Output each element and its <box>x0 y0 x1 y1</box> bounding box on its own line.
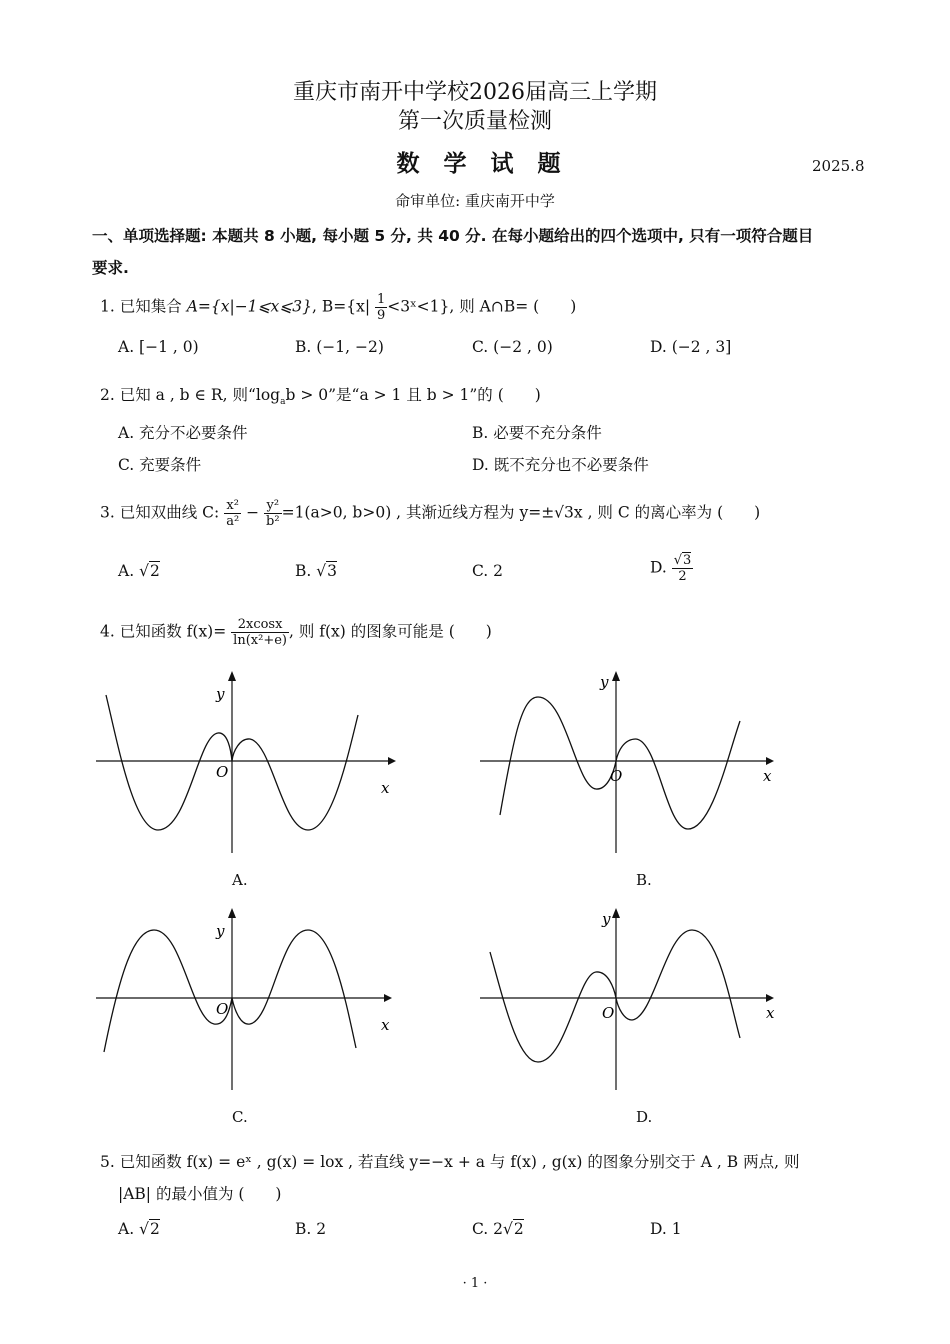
q2-text: 已知 a , b ∈ R, 则“log <box>119 386 281 404</box>
exam-date: 2025.8 <box>812 157 865 175</box>
q3-d-fraction <box>672 553 694 584</box>
question-number: 2. <box>100 386 115 404</box>
q5-option-b[interactable]: B. 2 <box>295 1220 327 1238</box>
exam-title-line2: 第一次质量检测 <box>397 109 552 134</box>
option-label: D. <box>650 558 667 577</box>
q5-line2: |AB| 的最小值为 ( ) <box>118 1185 282 1203</box>
q1-option-b[interactable]: B. (−1, −2) <box>295 338 384 356</box>
section-heading-line2: 要求. <box>92 259 129 277</box>
x-label: x <box>763 767 772 785</box>
origin-label: O <box>610 767 623 785</box>
q2-option-c[interactable]: C. 充要条件 <box>118 456 202 474</box>
q4-f-num: 2xcosx <box>231 617 289 633</box>
question-number: 4. <box>100 622 115 641</box>
question-number: 5. <box>100 1153 115 1171</box>
question-4 <box>100 617 492 648</box>
q1-suffix: , 则 A∩B= ( ) <box>449 297 577 316</box>
q1-set-a: A={x|−1⩽x⩽3} <box>186 297 312 316</box>
y-label: y <box>602 910 611 928</box>
q1-frac-den: 9 <box>376 308 386 323</box>
x-axis-arrow-icon <box>766 757 774 765</box>
graph-a-label: A. <box>232 871 248 889</box>
subject-title: 数 学 试 题 <box>396 150 569 177</box>
origin-label: O <box>602 1004 615 1022</box>
q4-prefix: 已知函数 f(x)= <box>119 622 227 641</box>
sqrt-icon: √ <box>503 1220 513 1238</box>
y-label: y <box>216 685 225 703</box>
question-3 <box>100 498 760 529</box>
x-axis-arrow-icon <box>384 994 392 1002</box>
q1-set-b-post: <3ˣ<1} <box>387 297 450 316</box>
option-value: 3 <box>327 562 338 580</box>
option-value: 2 <box>513 1220 524 1238</box>
q1-option-d[interactable]: D. (−2 , 3] <box>650 338 732 356</box>
q2-log-base: a <box>280 397 286 408</box>
origin-label: O <box>216 1000 229 1018</box>
q3-f1-den: a² <box>226 514 240 529</box>
sqrt-icon: √ <box>316 562 327 580</box>
question-1 <box>100 292 576 323</box>
q3-f1-num: x² <box>224 498 241 514</box>
y-label: y <box>600 673 609 691</box>
x-axis-arrow-icon <box>388 757 396 765</box>
curve <box>104 930 356 1052</box>
graph-c-label: C. <box>232 1108 248 1126</box>
q5-option-d[interactable]: D. 1 <box>650 1220 682 1238</box>
exam-title-line1: 重庆市南开中学校2026届高三上学期 <box>293 80 657 105</box>
issuing-org: 命审单位: 重庆南开中学 <box>395 192 555 210</box>
curve <box>490 930 740 1062</box>
graph-d[interactable] <box>474 902 784 1097</box>
q1-fraction <box>375 292 387 323</box>
q3-fraction-y <box>264 498 282 529</box>
q1-prefix: 已知集合 <box>119 297 182 316</box>
graph-d-label: D. <box>636 1108 653 1126</box>
curve <box>500 697 740 829</box>
origin-label: O <box>216 763 229 781</box>
q3-minus: − <box>246 503 260 522</box>
page-number: · 1 · <box>462 1276 488 1291</box>
q3-option-a[interactable] <box>118 562 160 580</box>
y-axis-arrow-icon <box>612 908 620 918</box>
q3-option-c[interactable]: C. 2 <box>472 562 504 580</box>
graph-a[interactable] <box>90 665 400 860</box>
question-2 <box>100 383 541 407</box>
q3-d-den: 2 <box>678 569 687 584</box>
q5-line1: 已知函数 f(x) = eˣ , g(x) = lox , 若直线 y=−x + a 与 f(x) , g(x) 的图象分别交于 A , B 两点, 则 <box>119 1153 800 1171</box>
question-5 <box>100 1150 799 1172</box>
q4-fraction <box>231 617 289 648</box>
option-label: B. <box>295 562 312 580</box>
x-label: x <box>381 779 390 797</box>
graph-c[interactable] <box>90 902 400 1097</box>
y-axis-arrow-icon <box>228 671 236 681</box>
q3-mid: =1(a>0, b>0) , 其渐近线方程为 y=±√3x , 则 C 的离心率为 ( ) <box>281 503 761 522</box>
q2-text2: b > 0”是“a > 1 且 b > 1”的 ( ) <box>285 386 541 404</box>
q3-d-num <box>672 553 694 569</box>
option-value: 2 <box>149 1220 160 1238</box>
y-axis-arrow-icon <box>228 908 236 918</box>
section-heading-line1: 一、单项选择题: 本题共 8 小题, 每小题 5 分, 共 40 分. 在每小题给出的四个选项中, 只有一项符合题目 <box>92 227 814 245</box>
q2-option-a[interactable]: A. 充分不必要条件 <box>118 424 248 442</box>
x-label: x <box>766 1004 775 1022</box>
q3-d-num-val: 3 <box>683 553 692 568</box>
question-number: 3. <box>100 503 115 522</box>
q3-f2-num: y² <box>264 498 282 514</box>
graph-b[interactable] <box>474 665 784 860</box>
sqrt-icon: √ <box>673 553 683 568</box>
q1-option-c[interactable]: C. (−2 , 0) <box>472 338 553 356</box>
q1-option-a[interactable]: A. [−1 , 0) <box>118 338 199 356</box>
q3-fraction-x <box>224 498 241 529</box>
q4-suffix: , 则 f(x) 的图象可能是 ( ) <box>288 622 492 641</box>
graph-b-label: B. <box>636 871 652 889</box>
q4-f-den: ln(x²+e) <box>233 633 287 648</box>
q1-frac-num: 1 <box>376 292 386 307</box>
q2-option-b[interactable]: B. 必要不充分条件 <box>472 424 602 442</box>
question-number: 1. <box>100 297 115 316</box>
q5-option-a[interactable] <box>118 1220 160 1238</box>
option-label: A. <box>118 1220 135 1238</box>
option-label: A. <box>118 562 135 580</box>
sqrt-icon: √ <box>139 1220 149 1238</box>
option-value: 2 <box>149 562 160 580</box>
q3-option-d[interactable] <box>650 553 693 584</box>
x-axis-arrow-icon <box>766 994 774 1002</box>
q5-option-c[interactable] <box>472 1220 524 1238</box>
y-label: y <box>216 922 225 940</box>
q1-set-b-pre: , B={x| <box>311 297 371 316</box>
x-label: x <box>381 1016 390 1034</box>
option-label: C. 2 <box>472 1220 504 1238</box>
y-axis-arrow-icon <box>612 671 620 681</box>
q3-prefix: 已知双曲线 C: <box>119 503 220 522</box>
q3-option-b[interactable] <box>295 562 337 580</box>
q2-option-d[interactable]: D. 既不充分也不必要条件 <box>472 456 649 474</box>
sqrt-icon: √ <box>139 562 149 580</box>
q3-f2-den: b² <box>266 514 280 529</box>
